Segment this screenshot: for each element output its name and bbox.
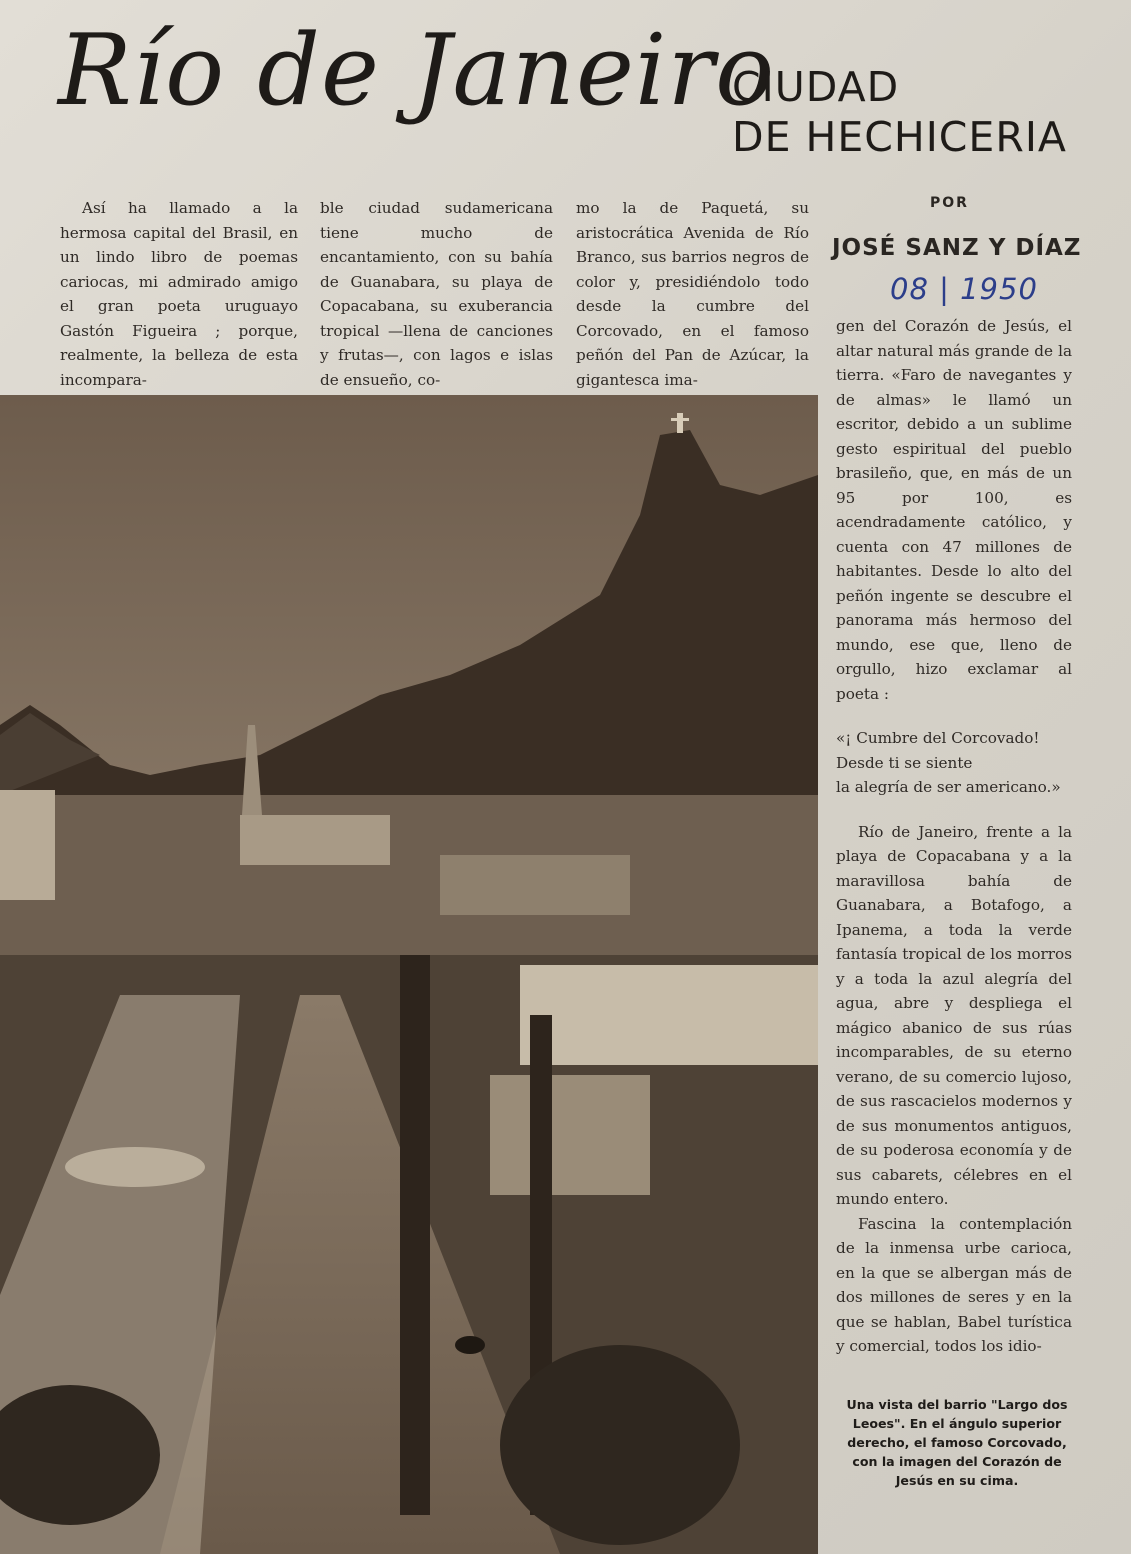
article-subtitle (732, 62, 1067, 162)
poem-line: la alegría de ser americano.» (836, 778, 1061, 796)
christ-statue-arms (671, 418, 689, 421)
column-4-paragraph-2: Río de Janeiro, frente a la playa de Copacabana y a la maravillosa bahía de Guanabara, a Botafogo, a Ipanema, a toda la verde fantasía tropical de los morros y a toda la azul alegría del agua, abre y despliega el mágico abanico de sus rúas incomparables, de su eterno verano, de su comercio lujoso, de sus rascacielos modernos y de sus monumentos antiguos, de su poderosa economía y de sus cabarets, célebres en el mundo entero. (836, 822, 1072, 1208)
church (240, 815, 390, 865)
byline-por: POR (930, 195, 969, 211)
photo-caption: Una vista del barrio "Largo dos Leoes". En el ángulo superior derecho, el famoso Corcovado, con la imagen del Corazón de Jesús en su cima. (846, 1397, 1068, 1488)
handwritten-date-annotation: 08 | 1950 (890, 272, 1038, 306)
column-4-paragraph-3: Fascina la contemplación de la inmensa urbe carioca, en la que se albergan más de dos millones de seres y en la que se hablan, Babel turística y comercial, todos los idio- (836, 1214, 1072, 1355)
author-name: JOSÉ SANZ Y DÍAZ (832, 235, 1082, 261)
city-buildings (0, 795, 818, 955)
text-column-2 (320, 196, 553, 392)
rooftop-light (520, 965, 818, 1065)
subtitle-line-1: CIUDAD (732, 63, 900, 111)
text-column-3 (576, 196, 809, 392)
column-2-text: ble ciudad sudamericana tiene mucho de encantamiento, con su bahía de Guanabara, su playa de Copacabana, su exuberancia tropical —llena de canciones y frutas—, con lagos e islas de ensueño, co- (320, 199, 553, 389)
plaza-circle (65, 1147, 205, 1187)
poem-line: Desde ti se siente (836, 753, 973, 772)
subtitle-line-2: DE HECHICERIA (732, 113, 1067, 161)
column-3-text: mo la de Paquetá, su aristocrática Avenida de Río Branco, sus barrios negros de color y, presidiéndolo todo desde la cumbre del Corcovado, en el famoso peñón del Pan de Azúcar, la gigantesca ima- (576, 199, 809, 389)
column-1-text: Así ha llamado a la hermosa capital del Brasil, en un lindo libro de poemas cariocas, mi admirado amigo el gran poeta uruguayo Gastón Figueira ; porque, realmente, la belleza de esta incompara- (60, 199, 298, 389)
photo-illustration (0, 395, 818, 1554)
poem-quote (836, 726, 1072, 800)
column-4-paragraph-1: gen del Corazón de Jesús, el altar natural más grande de la tierra. «Faro de navegantes y de almas» le llamó un escritor, debido a un sublime gesto espiritual del pueblo brasileño, que, en más de un 95 por 100, es acendradamente católico, y cuenta con 47 millones de habitantes. Desde lo alto del peñón ingente se descubre el panorama más hermoso del mundo, ese que, lleno de orgullo, hizo exclamar al poeta : (836, 317, 1072, 703)
palm-trunk (400, 955, 430, 1515)
city-photograph (0, 395, 818, 1554)
poem-line: «¡ Cumbre del Corcovado! (836, 729, 1040, 747)
white-building (490, 1075, 650, 1195)
car (455, 1336, 485, 1354)
text-column-4 (836, 314, 1072, 1359)
christ-statue (677, 413, 683, 433)
building-block (440, 855, 630, 915)
text-column-1 (60, 196, 298, 392)
tree-foreground (500, 1345, 740, 1545)
building-left (0, 790, 55, 900)
article-title: Río de Janeiro (58, 14, 776, 128)
